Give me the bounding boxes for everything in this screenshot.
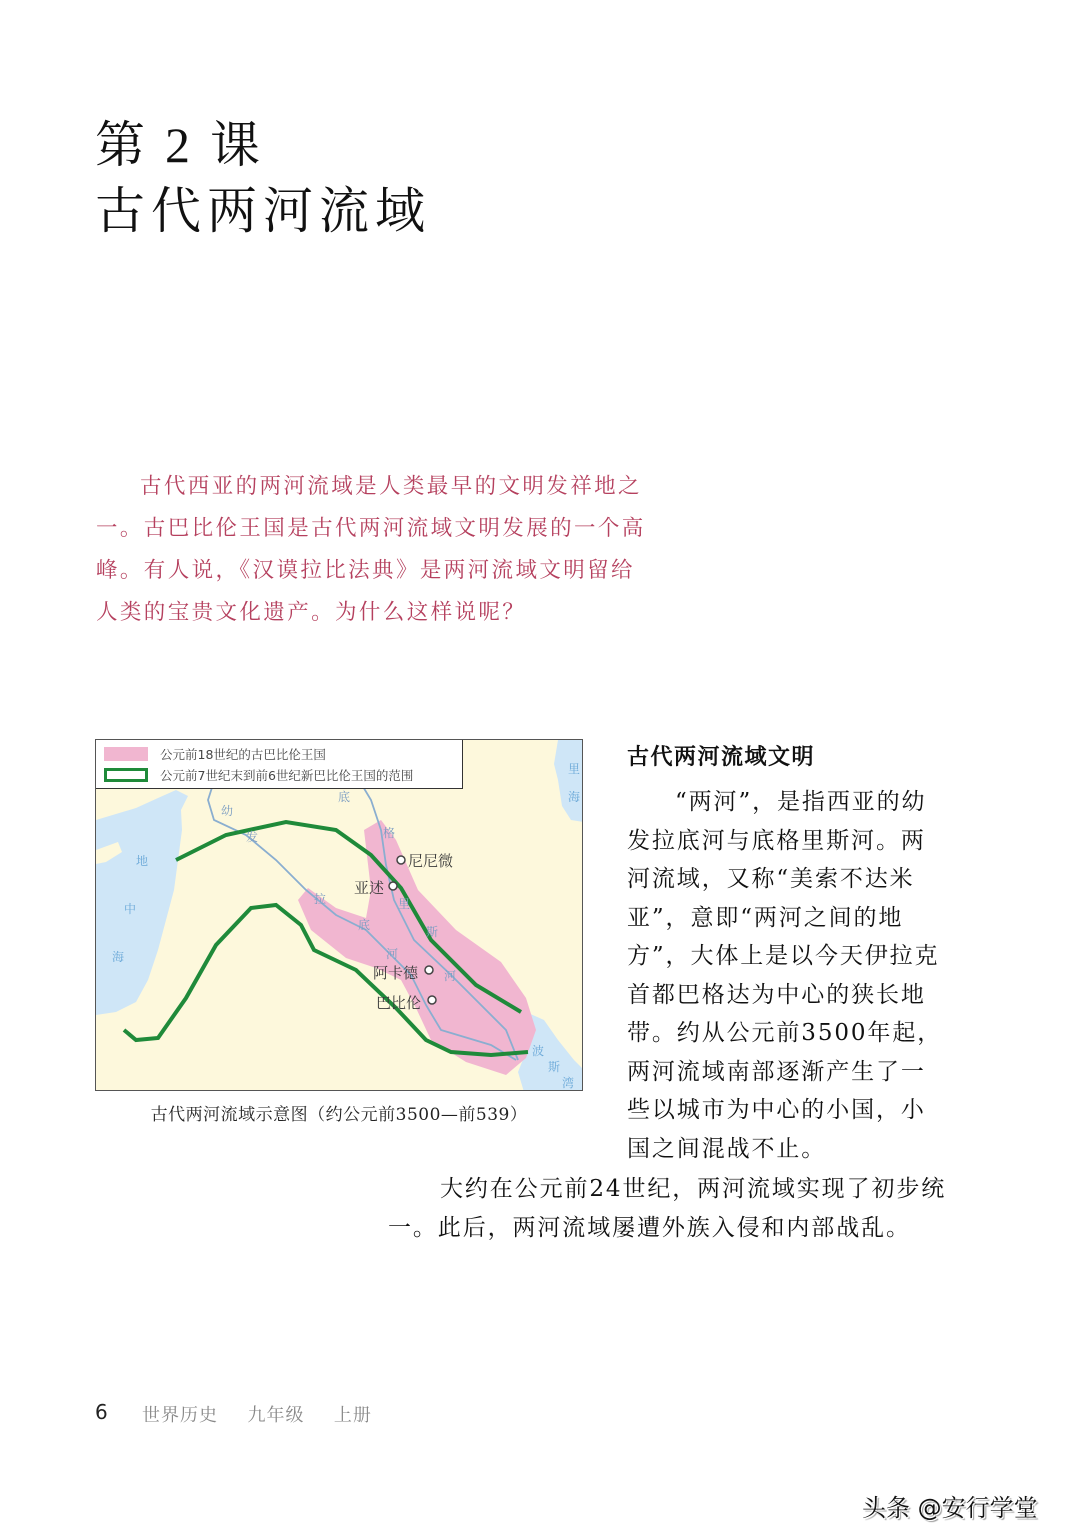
pink-swatch-icon [104, 747, 148, 761]
sea-label-mediterranean-3: 海 [112, 950, 125, 964]
map-caption: 古代两河流域示意图（约公元前3500—前539） [150, 1105, 528, 1125]
book-title: 世界历史 九年级 上册 [142, 1405, 372, 1426]
sea-label-gulf-2: 斯 [548, 1060, 561, 1074]
page-number: 6 [95, 1400, 108, 1424]
river-label-euphrates-3: 拉 [314, 892, 327, 906]
body-paragraph-1 [627, 783, 947, 1168]
city-label-assur: 亚述 [354, 879, 385, 897]
river-label-euphrates-1: 幼 [221, 804, 234, 818]
legend-label: 公元前18世纪的古巴比伦王国 [160, 747, 326, 762]
lesson-heading [95, 112, 431, 244]
river-label-tigris-4: 斯 [426, 925, 439, 939]
sea-label-gulf-3: 湾 [562, 1076, 575, 1090]
river-label-euphrates-5: 河 [386, 947, 399, 961]
section-heading: 古代两河流域文明 [627, 745, 816, 770]
intro-text: 古代西亚的两河流域是人类最早的文明发祥地之一。古巴比伦王国是古代两河流域文明发展的一个高峰。有人说，《汉谟拉比法典》是两河流域文明留给人类的宝贵文化遗产。为什么这样说呢？ [96, 474, 646, 625]
green-outline-swatch-icon [104, 768, 148, 782]
caspian-sea [554, 740, 583, 822]
river-label-euphrates-2: 发 [246, 830, 259, 844]
city-marker-nineveh [397, 856, 405, 864]
legend-item-old-babylon [104, 744, 326, 764]
river-label-tigris-3: 里 [398, 897, 411, 911]
sea-label-caspian-1: 里 [568, 762, 581, 776]
legend-label: 公元前7世纪末到前6世纪新巴比伦王国的范围 [160, 768, 414, 783]
lesson-intro [96, 466, 656, 634]
legend-item-neo-babylon [104, 765, 413, 785]
mediterranean-sea [96, 790, 188, 1015]
body-paragraph-2 [388, 1170, 948, 1247]
river-label-tigris-5: 河 [444, 969, 457, 983]
sea-label-gulf-1: 波 [532, 1044, 545, 1058]
lesson-number [95, 112, 431, 178]
city-label-babylon: 巴比伦 [376, 994, 422, 1012]
sea-label-mediterranean-1: 地 [136, 854, 149, 868]
city-label-nineveh: 尼尼微 [408, 852, 454, 870]
river-label-tigris-1: 底 [338, 790, 351, 804]
river-label-euphrates-4: 底 [358, 918, 371, 932]
map-legend [95, 739, 463, 789]
paragraph-text: “两河”，是指西亚的幼发拉底河与底格里斯河。两河流域，又称“美索不达米亚”，意即“两河之间的地方”，大体上是以今天伊拉克首都巴格达为中心的狭长地带。约从公元前3500年起，两河流域南部逐渐产生了一些以城市为中心的小国，小国之间混战不止。 [627, 789, 943, 1162]
lesson-number-prefix: 第 [95, 116, 151, 174]
lesson-title: 古代两河流域 [95, 182, 431, 240]
sea-label-caspian-2: 海 [568, 790, 581, 804]
sea-label-mediterranean-2: 中 [124, 902, 137, 916]
watermark: 头条 @安行学堂 [862, 1494, 1038, 1522]
paragraph-text: 大约在公元前24世纪，两河流域实现了初步统一。此后，两河流域屡遭外族入侵和内部战乱。 [388, 1176, 947, 1241]
lesson-number-suffix: 课 [210, 116, 266, 174]
city-marker-babylon [428, 996, 436, 1004]
city-marker-assur [389, 882, 397, 890]
mesopotamia-map [95, 739, 583, 1091]
city-label-akkad: 阿卡德 [373, 964, 419, 982]
lesson-number-value: 2 [165, 117, 196, 173]
river-label-tigris-2: 格 [383, 826, 396, 840]
city-marker-akkad [425, 966, 433, 974]
